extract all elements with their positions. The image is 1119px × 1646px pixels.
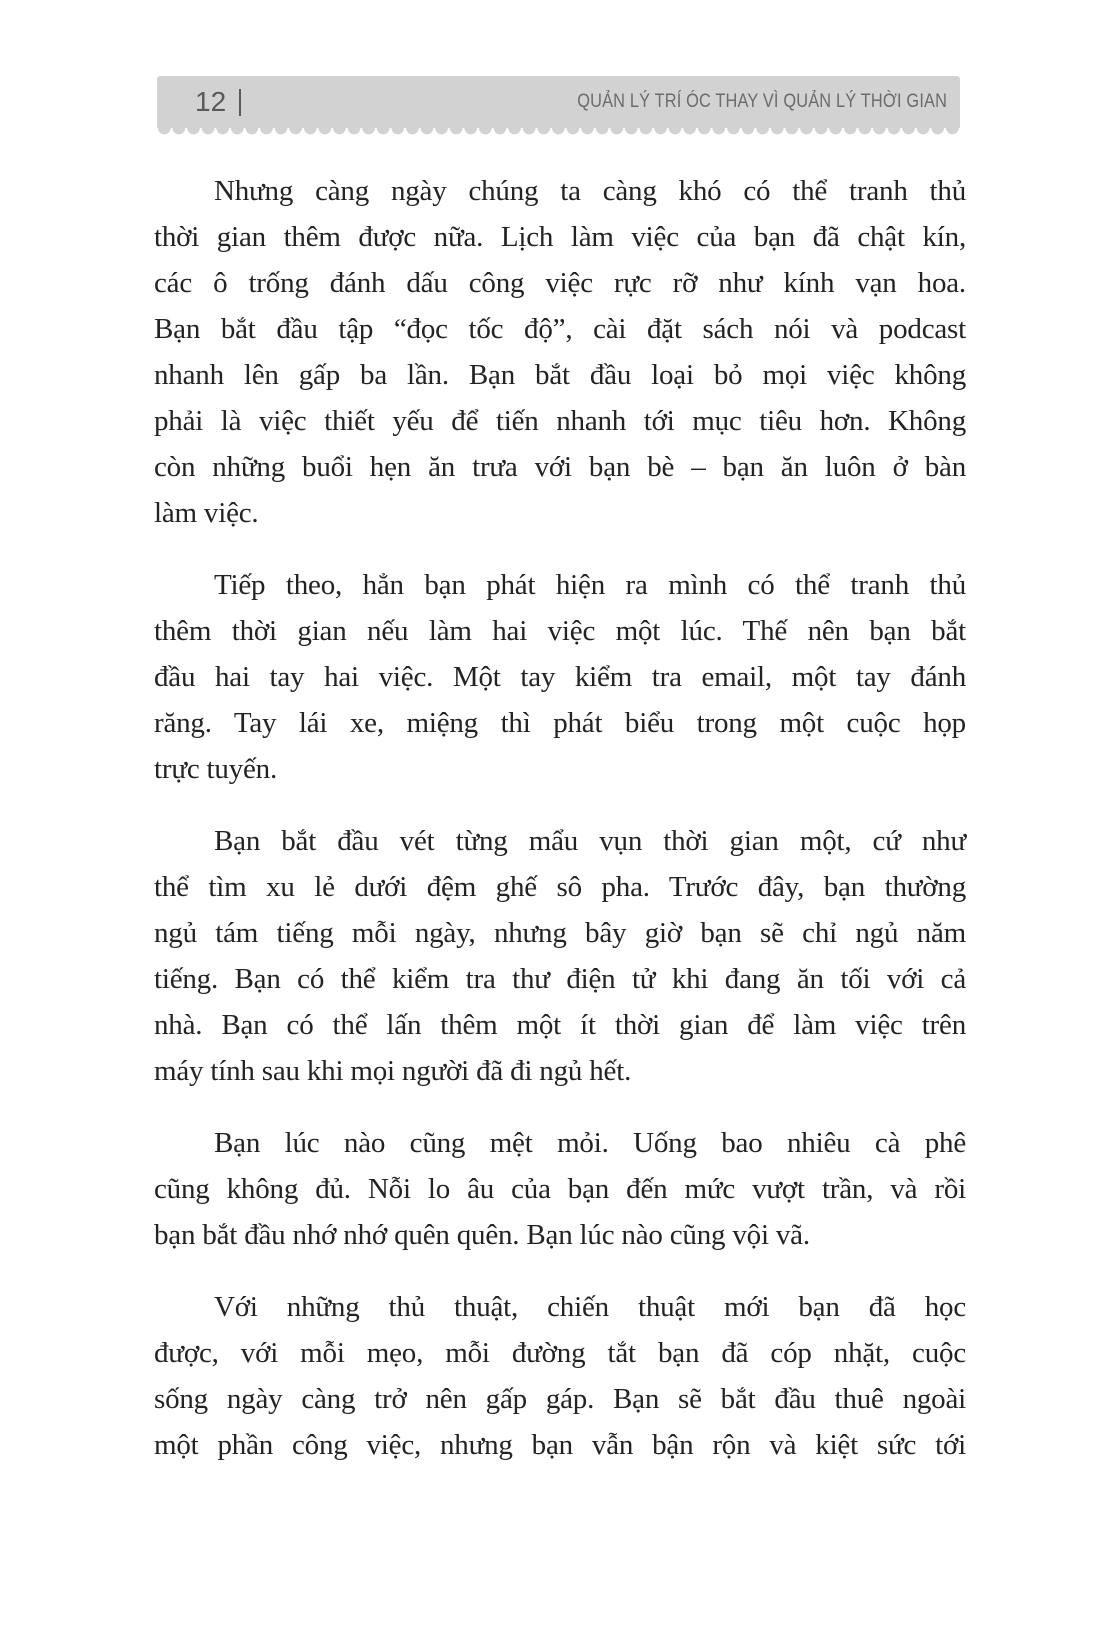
paragraph <box>154 168 966 536</box>
text-line: Bạn bắt đầu vét từng mẩu vụn thời gian một, cứ như <box>214 825 966 857</box>
paragraph <box>154 1284 966 1468</box>
running-header-title: QUẢN LÝ TRÍ ÓC THAY VÌ QUẢN LÝ THỜI GIAN <box>577 91 947 112</box>
text-line: đầu hai tay hai việc. Một tay kiểm tra email, một tay đánh <box>154 661 966 693</box>
text-line: Bạn lúc nào cũng mệt mỏi. Uống bao nhiêu cà phê <box>214 1127 966 1159</box>
running-header <box>157 76 960 128</box>
text-line: răng. Tay lái xe, miệng thì phát biểu trong một cuộc họp <box>154 707 966 739</box>
text-line: máy tính sau khi mọi người đã đi ngủ hết. <box>154 1055 632 1087</box>
text-line: thể tìm xu lẻ dưới đệm ghế sô pha. Trước đây, bạn thường <box>154 871 966 903</box>
text-line: Bạn bắt đầu tập “đọc tốc độ”, cài đặt sách nói và podcast <box>154 313 966 345</box>
text-line: một phần công việc, nhưng bạn vẫn bận rộn và kiệt sức tới <box>154 1429 966 1461</box>
text-line: được, với mỗi mẹo, mỗi đường tắt bạn đã cóp nhặt, cuộc <box>154 1337 966 1369</box>
text-line: còn những buổi hẹn ăn trưa với bạn bè – bạn ăn luôn ở bàn <box>154 451 966 483</box>
text-line: Tiếp theo, hẳn bạn phát hiện ra mình có thể tranh thủ <box>214 569 966 601</box>
text-line: cũng không đủ. Nỗi lo âu của bạn đến mức vượt trần, và rồi <box>154 1173 966 1205</box>
page-number-divider <box>239 89 241 116</box>
text-line: Với những thủ thuật, chiến thuật mới bạn đã học <box>214 1291 966 1323</box>
text-line: thời gian thêm được nữa. Lịch làm việc của bạn đã chật kín, <box>154 221 966 253</box>
text-line: ngủ tám tiếng mỗi ngày, nhưng bây giờ bạn sẽ chỉ ngủ năm <box>154 917 966 949</box>
text-line: làm việc. <box>154 497 259 529</box>
text-line: tiếng. Bạn có thể kiểm tra thư điện tử khi đang ăn tối với cả <box>154 963 966 995</box>
paragraph <box>154 562 966 792</box>
body-text <box>154 168 966 1494</box>
paragraph <box>154 1120 966 1258</box>
text-line: phải là việc thiết yếu để tiến nhanh tới mục tiêu hơn. Không <box>154 405 966 437</box>
page-number-group <box>195 86 241 118</box>
text-line: Nhưng càng ngày chúng ta càng khó có thể tranh thủ <box>214 175 966 207</box>
page-number: 12 <box>195 86 227 117</box>
text-line: các ô trống đánh dấu công việc rực rỡ như kính vạn hoa. <box>154 267 966 299</box>
paragraph <box>154 818 966 1094</box>
text-line: nhà. Bạn có thể lấn thêm một ít thời gian để làm việc trên <box>154 1009 966 1041</box>
text-line: thêm thời gian nếu làm hai việc một lúc. Thế nên bạn bắt <box>154 615 966 647</box>
text-line: bạn bắt đầu nhớ nhớ quên quên. Bạn lúc nào cũng vội vã. <box>154 1219 810 1251</box>
text-line: trực tuyến. <box>154 753 278 785</box>
text-line: nhanh lên gấp ba lần. Bạn bắt đầu loại bỏ mọi việc không <box>154 359 966 391</box>
text-line: sống ngày càng trở nên gấp gáp. Bạn sẽ bắt đầu thuê ngoài <box>154 1383 966 1415</box>
